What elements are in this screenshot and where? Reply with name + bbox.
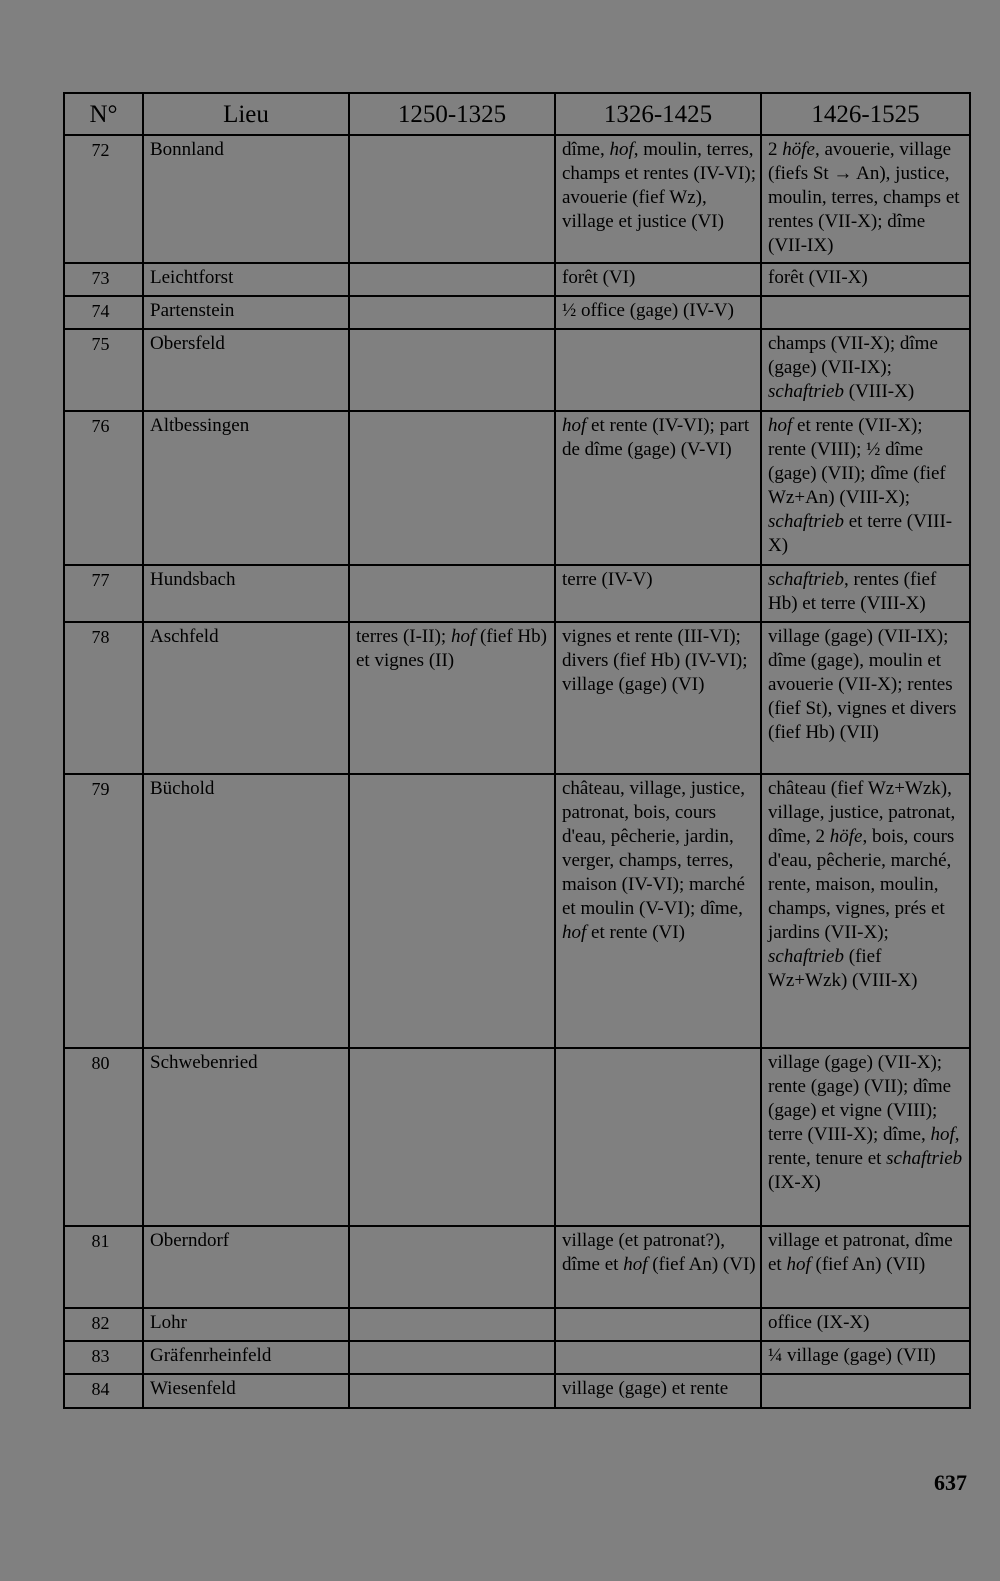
place-name: Wiesenfeld	[143, 1374, 349, 1408]
period-1426-1525-cell	[761, 774, 970, 1048]
table-row	[64, 622, 970, 774]
place-name: Büchold	[143, 774, 349, 1048]
period-1326-1425-cell	[555, 411, 761, 565]
table-row	[64, 774, 970, 1048]
cell-text: village (gage) (VII-IX); dîme (gage), moulin et avouerie (VII-X); rentes (fief St), vignes et divers (fief Hb) (VII)	[768, 626, 962, 743]
row-number: 81	[64, 1226, 143, 1308]
place-name: Altbessingen	[143, 411, 349, 565]
row-number: 77	[64, 565, 143, 622]
place-name: Schwebenried	[143, 1048, 349, 1226]
place-name: Partenstein	[143, 296, 349, 329]
table-body	[64, 135, 970, 1408]
header-period-1426-1525: 1426-1525	[761, 93, 970, 135]
cell-text: ½ office (gage) (IV-V)	[562, 300, 734, 321]
period-1326-1425-cell	[555, 296, 761, 329]
cell-text: village et patronat, dîme et	[768, 1230, 958, 1275]
page-number: 637	[934, 1470, 967, 1495]
table-row	[64, 1374, 970, 1408]
place-name: Leichtforst	[143, 263, 349, 296]
italic-term: hof	[786, 1254, 811, 1275]
table-row	[64, 565, 970, 622]
italic-term: hof	[623, 1254, 648, 1275]
period-1250-1325-cell	[349, 1374, 555, 1408]
cell-text: (fief An) (VII)	[810, 1254, 926, 1275]
italic-term: schaftrieb	[768, 569, 844, 590]
italic-term: höfe	[782, 139, 815, 160]
header-period-1326-1425: 1326-1425	[555, 93, 761, 135]
cell-text: village (et patronat?), dîme et	[562, 1230, 730, 1275]
period-1250-1325-cell	[349, 774, 555, 1048]
row-number: 79	[64, 774, 143, 1048]
place-name: Bonnland	[143, 135, 349, 263]
period-1250-1325-cell	[349, 263, 555, 296]
period-1250-1325-cell	[349, 135, 555, 263]
row-number: 73	[64, 263, 143, 296]
period-1426-1525-cell	[761, 1374, 970, 1408]
period-1326-1425-cell	[555, 135, 761, 263]
period-1426-1525-cell	[761, 622, 970, 774]
period-1326-1425-cell	[555, 329, 761, 411]
row-number: 80	[64, 1048, 143, 1226]
period-1250-1325-cell	[349, 1341, 555, 1374]
period-1426-1525-cell	[761, 1341, 970, 1374]
table-row	[64, 296, 970, 329]
table-row	[64, 1226, 970, 1308]
header-place: Lieu	[143, 93, 349, 135]
cell-text: terre (IV-V)	[562, 569, 653, 590]
italic-term: hof	[562, 922, 587, 943]
place-name: Lohr	[143, 1308, 349, 1341]
cell-text: (fief An) (VI)	[647, 1254, 756, 1275]
cell-text: (IX-X)	[768, 1148, 967, 1193]
table-row	[64, 1048, 970, 1226]
cell-text: et rente (IV-VI); part de dîme (gage) (V-VI)	[562, 415, 754, 460]
document-table	[63, 92, 971, 1409]
header-number: N°	[64, 93, 143, 135]
row-number: 76	[64, 411, 143, 565]
cell-text: dîme,	[562, 139, 610, 160]
period-1326-1425-cell	[555, 1308, 761, 1341]
place-name: Aschfeld	[143, 622, 349, 774]
cell-text: forêt (VI)	[562, 267, 636, 288]
italic-term: hof	[930, 1124, 955, 1145]
table-row	[64, 135, 970, 263]
cell-text: champs (VII-X); dîme (gage) (VII-IX);	[768, 333, 943, 378]
place-name: Hundsbach	[143, 565, 349, 622]
period-1250-1325-cell	[349, 565, 555, 622]
table-row	[64, 1341, 970, 1374]
row-number: 75	[64, 329, 143, 411]
period-1250-1325-cell	[349, 622, 555, 774]
italic-term: schaftrieb	[768, 511, 844, 532]
period-1426-1525-cell	[761, 135, 970, 263]
italic-term: schaftrieb	[886, 1148, 963, 1169]
header-row	[64, 93, 970, 135]
table-row	[64, 1308, 970, 1341]
table-row	[64, 411, 970, 565]
period-1326-1425-cell	[555, 1048, 761, 1226]
cell-text: et terre (VIII-X)	[768, 511, 953, 556]
row-number: 84	[64, 1374, 143, 1408]
period-1426-1525-cell	[761, 329, 970, 411]
period-1426-1525-cell	[761, 411, 970, 565]
period-1250-1325-cell	[349, 296, 555, 329]
row-number: 78	[64, 622, 143, 774]
period-1426-1525-cell	[761, 1226, 970, 1308]
period-1326-1425-cell	[555, 1374, 761, 1408]
period-1426-1525-cell	[761, 296, 970, 329]
table-row	[64, 329, 970, 411]
italic-term: hof	[768, 415, 793, 436]
italic-term: hof	[609, 139, 634, 160]
period-1326-1425-cell	[555, 774, 761, 1048]
period-1326-1425-cell	[555, 263, 761, 296]
header-period-1250-1325: 1250-1325	[349, 93, 555, 135]
cell-text: , moulin, terres, champs et rentes (IV-VI); avouerie (fief Wz), village et justice (VI)	[562, 139, 761, 232]
cell-text: , bois, cours d'eau, pêcherie, marché, rente, maison, moulin, champs, vignes, prés et jardins (VII-X);	[768, 826, 960, 943]
cell-text: , rentes (fief Hb) et terre (VIII-X)	[768, 569, 942, 614]
period-1250-1325-cell	[349, 1308, 555, 1341]
period-1426-1525-cell	[761, 263, 970, 296]
period-1426-1525-cell	[761, 1308, 970, 1341]
period-1326-1425-cell	[555, 1341, 761, 1374]
place-name: Obersfeld	[143, 329, 349, 411]
cell-text: , rente, tenure et	[768, 1124, 965, 1169]
cell-text: château, village, justice, patronat, bois, cours d'eau, pêcherie, jardin, verger, champs, terres, maison (IV-VI); marché et moulin (V-VI); dîme,	[562, 778, 750, 919]
italic-term: hof	[450, 626, 476, 647]
row-number: 83	[64, 1341, 143, 1374]
italic-term: hof	[562, 415, 587, 436]
period-1250-1325-cell	[349, 1226, 555, 1308]
cell-text: château (fief Wz+Wzk), village, justice, patronat, dîme, 2	[768, 778, 961, 847]
period-1426-1525-cell	[761, 565, 970, 622]
row-number: 74	[64, 296, 143, 329]
cell-text: village (gage) (VII-X); rente (gage) (VII); dîme (gage) et vigne (VIII); terre (VIII-X); dîme,	[768, 1052, 956, 1145]
cell-text: (VIII-X)	[844, 381, 915, 402]
cell-text: terres (I-II);	[356, 626, 451, 647]
cell-text: forêt (VII-X)	[768, 267, 868, 288]
table-row	[64, 263, 970, 296]
cell-text: village (gage) et rente	[562, 1378, 729, 1399]
cell-text: , avouerie, village (fiefs St → An), justice, moulin, terres, champs et rentes (VII-X); dîme (VII-IX)	[768, 139, 965, 256]
cell-text: et rente (VII-X); rente (VIII); ½ dîme (gage) (VII); dîme (fief Wz+An) (VIII-X);	[768, 415, 951, 508]
cell-text: office (IX-X)	[768, 1312, 870, 1333]
place-name: Gräfenrheinfeld	[143, 1341, 349, 1374]
cell-text: et rente (VI)	[586, 922, 685, 943]
cell-text: (fief Wz+Wzk) (VIII-X)	[768, 946, 918, 991]
place-name: Oberndorf	[143, 1226, 349, 1308]
italic-term: höfe	[829, 826, 863, 847]
cell-text: vignes et rente (III-VI); divers (fief Hb) (IV-VI); village (gage) (VI)	[562, 626, 753, 695]
period-1326-1425-cell	[555, 622, 761, 774]
row-number: 72	[64, 135, 143, 263]
period-1250-1325-cell	[349, 1048, 555, 1226]
period-1326-1425-cell	[555, 1226, 761, 1308]
cell-text: (fief Hb) et vignes (II)	[356, 626, 552, 671]
period-1426-1525-cell	[761, 1048, 970, 1226]
row-number: 82	[64, 1308, 143, 1341]
cell-text: ¼ village (gage) (VII)	[768, 1345, 936, 1366]
cell-text: 2	[768, 139, 783, 160]
period-1250-1325-cell	[349, 411, 555, 565]
italic-term: schaftrieb	[768, 381, 844, 402]
italic-term: schaftrieb	[768, 946, 844, 967]
period-1250-1325-cell	[349, 329, 555, 411]
period-1326-1425-cell	[555, 565, 761, 622]
